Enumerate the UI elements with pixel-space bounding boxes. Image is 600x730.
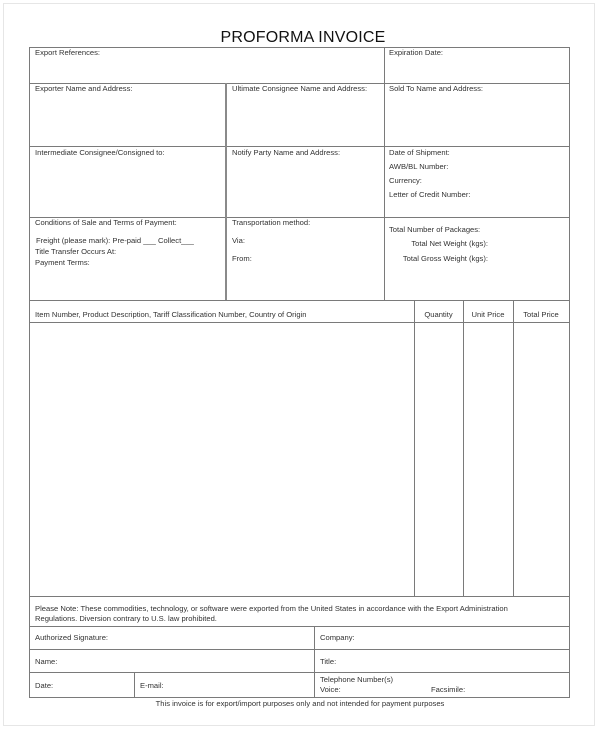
column-header-total-price: Total Price [523, 310, 559, 319]
package-totals-field[interactable] [384, 217, 569, 300]
transportation-field[interactable] [226, 217, 384, 300]
conditions-of-sale-label: Conditions of Sale and Terms of Payment: [35, 218, 177, 227]
letter-of-credit-label: Letter of Credit Number: [389, 190, 471, 199]
expiration-date-field[interactable] [384, 47, 569, 83]
export-references-field[interactable] [29, 47, 384, 83]
via-label: Via: [232, 236, 245, 245]
date-field[interactable] [29, 672, 134, 697]
facsimile-label: Facsimile: [431, 685, 466, 694]
awb-bl-number-label: AWB/BL Number: [389, 162, 449, 171]
export-references-label: Export References: [35, 48, 100, 57]
telephone-label: Telephone Number(s) [320, 675, 394, 684]
title-field[interactable] [315, 649, 569, 672]
document-title: PROFORMA INVOICE [220, 29, 386, 46]
intermediate-consignee-field[interactable] [29, 146, 225, 217]
email-field[interactable] [135, 672, 314, 697]
date-of-shipment-label: Date of Shipment: [389, 148, 450, 157]
currency-label: Currency: [389, 176, 422, 185]
column-header-quantity: Quantity [424, 310, 453, 319]
sold-to-label: Sold To Name and Address: [389, 84, 483, 93]
unit-price-cell[interactable] [464, 323, 513, 596]
sold-to-field[interactable] [384, 83, 569, 146]
row-divider [29, 596, 570, 597]
ultimate-consignee-label: Ultimate Consignee Name and Address: [232, 84, 368, 93]
company-field[interactable] [315, 626, 569, 649]
notify-party-label: Notify Party Name and Address: [232, 148, 341, 157]
expiration-date-label: Expiration Date: [389, 48, 444, 57]
total-net-weight-label: Total Net Weight (kgs): [411, 239, 488, 248]
exporter-field[interactable] [29, 83, 225, 146]
from-label: From: [232, 254, 252, 263]
name-label: Name: [35, 657, 58, 666]
company-label: Company: [320, 633, 355, 642]
voice-label: Voice: [320, 685, 341, 694]
title-label: Title: [320, 657, 337, 666]
quantity-cell[interactable] [415, 323, 463, 596]
exporter-label: Exporter Name and Address: [35, 84, 133, 93]
export-note-line2: Regulations. Diversion contrary to U.S. law prohibited. [35, 614, 217, 623]
email-label: E-mail: [140, 681, 164, 690]
total-packages-label: Total Number of Packages: [389, 225, 481, 234]
total-gross-weight-label: Total Gross Weight (kgs): [402, 254, 488, 263]
telephone-field[interactable] [315, 672, 569, 697]
transportation-method-label: Transportation method: [232, 218, 311, 227]
shipment-details-field[interactable] [384, 146, 569, 217]
authorized-signature-label: Authorized Signature: [35, 633, 109, 642]
title-transfer-label: Title Transfer Occurs At: [35, 247, 117, 256]
column-header-description: Item Number, Product Description, Tariff Classification Number, Country of Origin [35, 310, 307, 319]
export-note-line1: Please Note: These commodities, technology, or software were exported from the United States in accordance with the Export Administration [35, 604, 508, 613]
footnote: This invoice is for export/import purposes only and not intended for payment purposes [155, 699, 445, 708]
freight-label: Freight (please mark): Pre-paid ___ Collect___ [36, 236, 194, 245]
border-bottom [29, 697, 570, 698]
name-field[interactable] [29, 649, 314, 672]
authorized-signature-field[interactable] [29, 626, 314, 649]
notify-party-field[interactable] [226, 146, 384, 217]
total-price-cell[interactable] [514, 323, 569, 596]
column-header-unit-price: Unit Price [471, 310, 505, 319]
conditions-of-sale-field[interactable] [29, 217, 225, 300]
border-right [569, 47, 570, 698]
description-cell[interactable] [30, 323, 414, 596]
ultimate-consignee-field[interactable] [226, 83, 384, 146]
intermediate-consignee-label: Intermediate Consignee/Consigned to: [35, 148, 165, 157]
row-divider [29, 300, 570, 301]
date-label: Date: [35, 681, 54, 690]
payment-terms-label: Payment Terms: [35, 258, 90, 267]
